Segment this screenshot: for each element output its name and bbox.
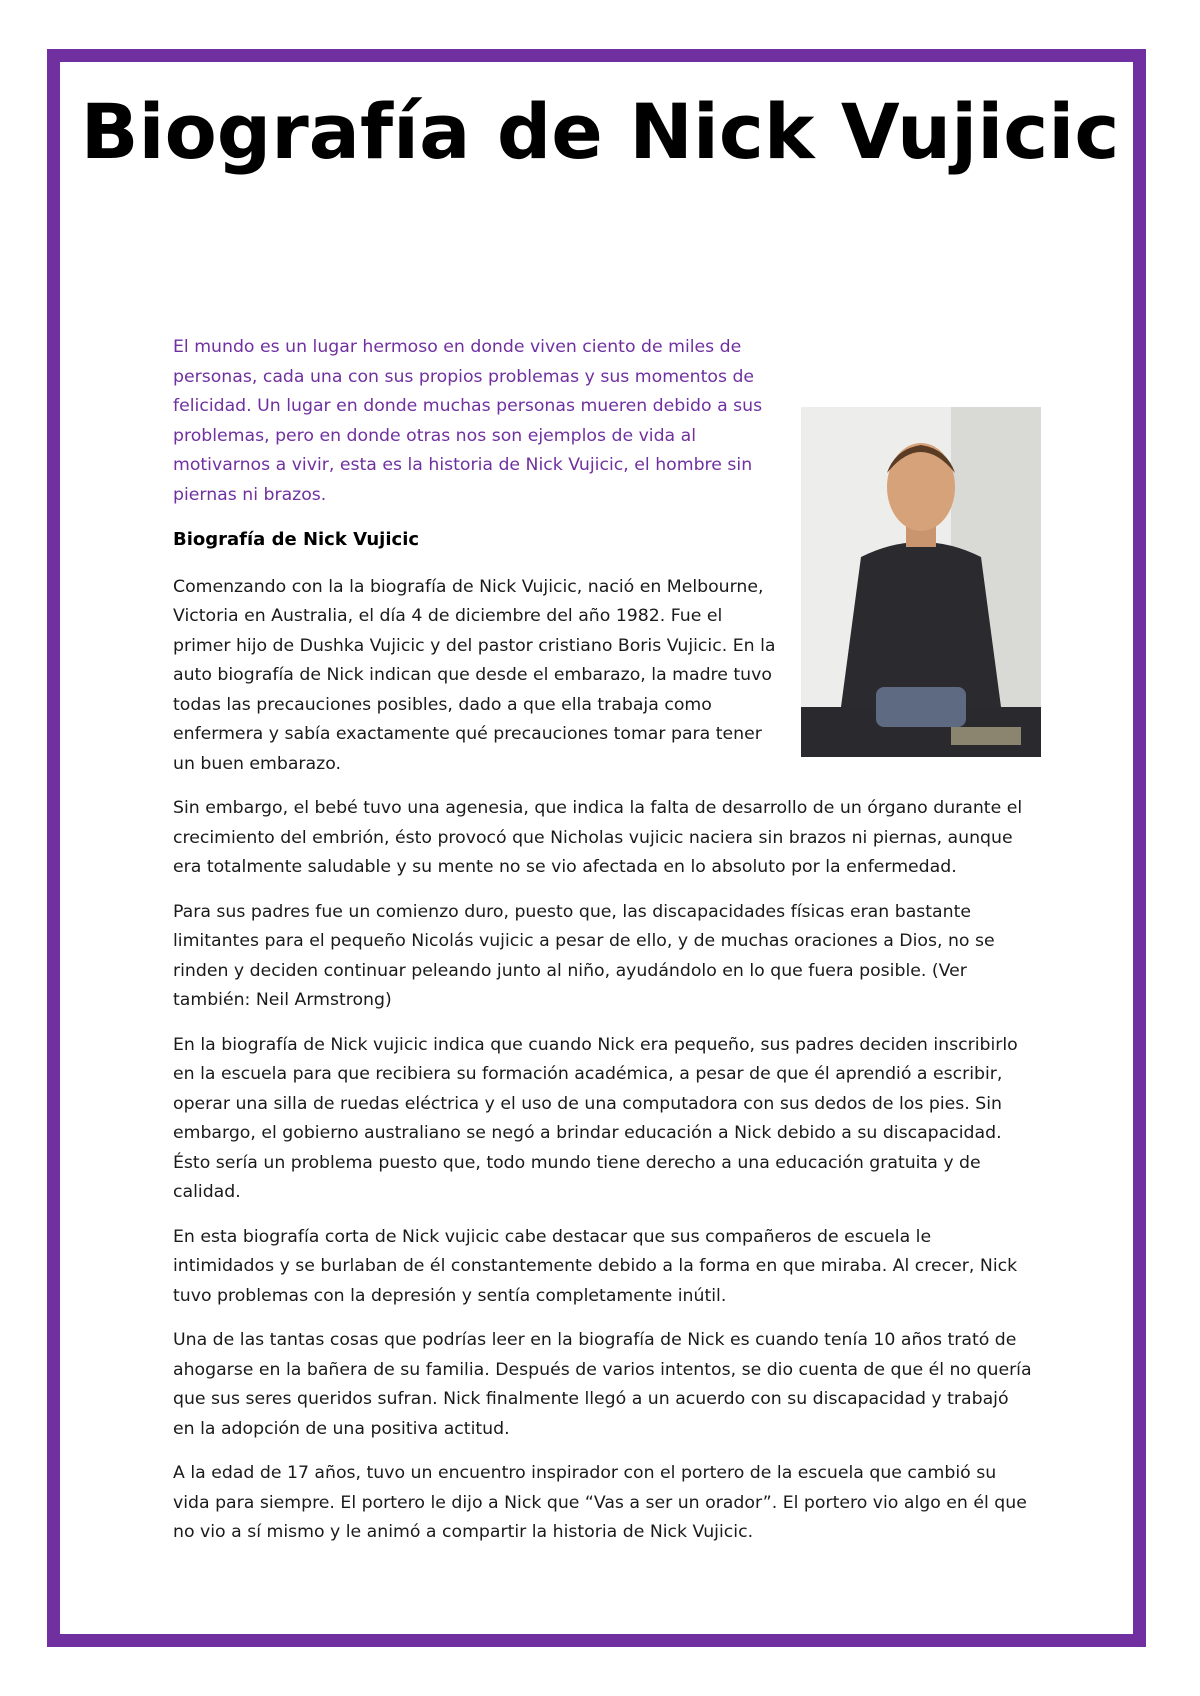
body-paragraph: En la biografía de Nick vujicic indica que cuando Nick era pequeño, sus padres deciden inscribirlo en la escuela para que recibiera su formación académica, a pesar de que él aprendió a escribir, operar una silla de ruedas eléctrica y el uso de una computadora con sus dedos de los pies. Sin embargo, el gobierno australiano se negó a brindar educación a Nick debido a su discapacidad. Ésto sería un problema puesto que, todo mundo tiene derecho a una educación gratuita y de calidad. <box>173 1034 1018 1202</box>
body-paragraph: Para sus padres fue un comienzo duro, puesto que, las discapacidades físicas eran bastante limitantes para el pequeño Nicolás vujicic a pesar de ello, y de muchas oraciones a Dios, no se rinden y deciden continuar peleando junto al niño, ayudándolo en lo que fuera posible. (Ver también: Neil Armstrong) <box>173 901 995 1010</box>
section-heading: Biografía de Nick Vujicic <box>173 529 420 550</box>
body-paragraph: Una de las tantas cosas que podrías leer en la biografía de Nick es cuando tenía 10 años trató de ahogarse en la bañera de su familia. Después de varios intentos, se dio cuenta de que él no quería que sus seres queridos sufran. Nick finalmente llegó a un acuerdo con su discapacidad y trabajó en la adopción de una positiva actitud. <box>173 1330 1032 1439</box>
nick-vujicic-photo <box>801 407 1041 757</box>
body-paragraph: Sin embargo, el bebé tuvo una agenesia, que indica la falta de desarrollo de un órgano durante el crecimiento del embrión, ésto provocó que Nicholas vujicic naciera sin brazos ni piernas, aunque era totalmente saludable y su mente no se vio afectada en lo absoluto por la enfermedad. <box>173 798 1023 877</box>
article-body <box>173 333 1035 1563</box>
intro-paragraph: El mundo es un lugar hermoso en donde viven ciento de miles de personas, cada una con sus propios problemas y sus momentos de felicidad. Un lugar en donde muchas personas mueren debido a sus problemas, pero en donde otras nos son ejemplos de vida al motivarnos a vivir, esta es la historia de Nick Vujicic, el hombre sin piernas ni brazos. <box>173 337 763 505</box>
body-paragraph: Comenzando con la la biografía de Nick Vujicic, nació en Melbourne, Victoria en Australia, el día 4 de diciembre del año 1982. Fue el primer hijo de Dushka Vujicic y del pastor cristiano Boris Vujicic. En la auto biografía de Nick indican que desde el embarazo, la madre tuvo todas las precauciones posibles, dado a que ella trabaja como enfermera y sabía exactamente qué precauciones tomar para tener un buen embarazo. <box>173 576 776 774</box>
page-title: Biografía de Nick Vujicic <box>80 87 1120 176</box>
body-paragraph: En esta biografía corta de Nick vujicic cabe destacar que sus compañeros de escuela le intimidados y se burlaban de él constantemente debido a la forma en que miraba. Al crecer, Nick tuvo problemas con la depresión y sentía completamente inútil. <box>173 1226 1018 1306</box>
body-paragraph: A la edad de 17 años, tuvo un encuentro inspirador con el portero de la escuela que cambió su vida para siempre. El portero le dijo a Nick que “Vas a ser un orador”. El portero vio algo en él que no vio a sí mismo y le animó a compartir la historia de Nick Vujicic. <box>173 1463 1027 1542</box>
